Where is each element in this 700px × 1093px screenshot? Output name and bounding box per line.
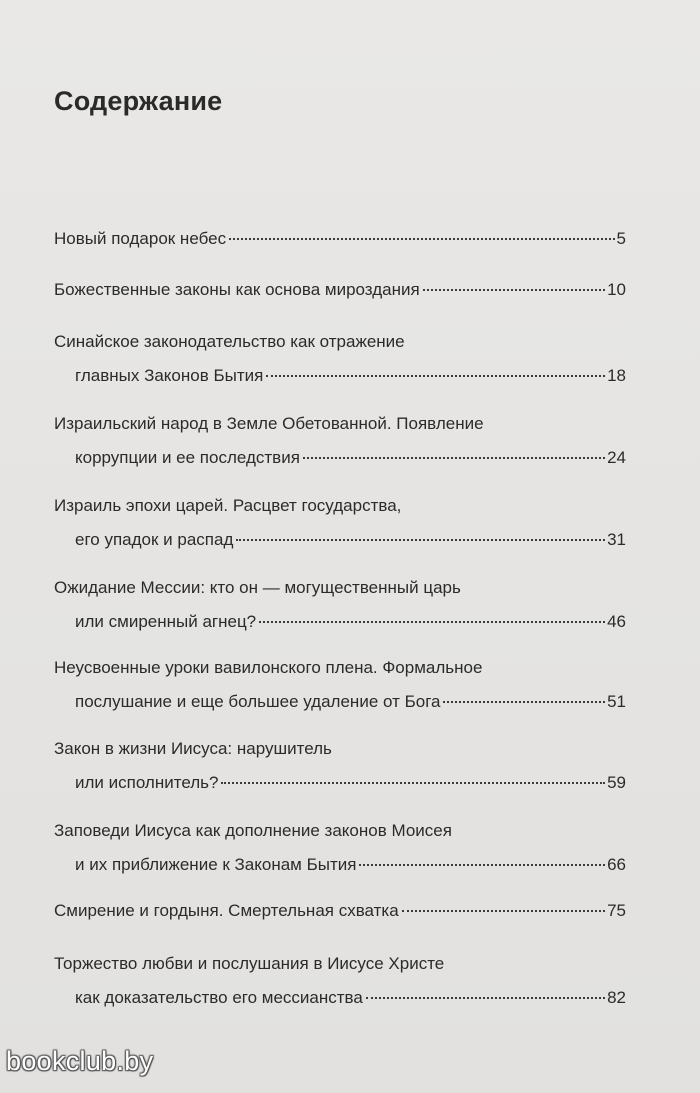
dot-leader — [236, 539, 605, 541]
toc-entry-title: как доказательство его мессианства — [75, 988, 363, 1007]
toc-entry-title-line: Закон в жизни Иисуса: нарушитель — [54, 739, 332, 758]
toc-page-number: 59 — [607, 773, 626, 792]
toc-entry-title-line: Заповеди Иисуса как дополнение законов Моисея — [54, 821, 452, 840]
page-title: Содержание — [54, 86, 223, 116]
toc-page-number: 18 — [607, 366, 626, 385]
toc-entry-title: и их приближение к Законам Бытия — [75, 855, 357, 874]
toc-entry-title-line: Неусвоенные уроки вавилонского плена. Формальное — [54, 658, 483, 677]
toc-entry-title: коррупции и ее последствия — [75, 448, 300, 467]
toc-entry-title-line: Израильский народ в Земле Обетованной. Появление — [54, 414, 484, 433]
toc-page-number: 10 — [607, 280, 626, 299]
dot-leader — [229, 238, 614, 240]
dot-leader — [443, 701, 605, 703]
toc-entry-title: или смиренный агнец? — [75, 612, 257, 631]
dot-leader — [366, 997, 605, 999]
toc-entry — [54, 651, 626, 719]
toc-entry-title-line: Синайское законодательство как отражение — [54, 332, 405, 351]
toc-entry — [54, 489, 626, 557]
toc-entry-title: или исполнитель? — [75, 773, 219, 792]
toc-entry — [54, 814, 626, 882]
dot-leader — [266, 375, 605, 377]
toc-page-number: 82 — [607, 988, 626, 1007]
dot-leader — [259, 621, 605, 623]
dot-leader — [423, 289, 605, 291]
toc-entry-title: послушание и еще большее удаление от Бога — [75, 692, 441, 711]
dot-leader — [221, 782, 605, 784]
dot-leader — [402, 910, 605, 912]
toc-entry-title: главных Законов Бытия — [75, 366, 264, 385]
toc-entry — [54, 407, 626, 475]
toc-entry — [54, 325, 626, 393]
toc-entry-title-line: Ожидание Мессии: кто он — могущественный царь — [54, 578, 461, 597]
toc-entry-title-line: Торжество любви и послушания в Иисусе Христе — [54, 954, 445, 973]
toc-entry-title: Божественные законы как основа мироздания — [54, 280, 420, 299]
toc-page-number: 66 — [607, 855, 626, 874]
toc-entry — [54, 947, 626, 1015]
toc-page-number: 24 — [607, 448, 626, 467]
toc-page-number: 5 — [616, 229, 626, 248]
toc-page-number: 31 — [607, 530, 626, 549]
toc-page-number: 51 — [607, 692, 626, 711]
site-watermark: bookclub.by — [6, 1046, 154, 1076]
toc-entry-title-line: Израиль эпохи царей. Расцвет государства, — [54, 496, 402, 515]
toc-entry-title: его упадок и распад — [75, 530, 234, 549]
toc-entry — [54, 222, 626, 256]
toc-entry — [54, 732, 626, 800]
dot-leader — [359, 864, 605, 866]
dot-leader — [303, 457, 605, 459]
toc-entry — [54, 273, 626, 307]
toc-page-number: 75 — [607, 901, 626, 920]
toc-entry — [54, 571, 626, 639]
toc-entry — [54, 894, 626, 928]
toc-entry-title: Смирение и гордыня. Смертельная схватка — [54, 901, 399, 920]
toc-entry-title: Новый подарок небес — [54, 229, 227, 248]
toc-page-number: 46 — [607, 612, 626, 631]
